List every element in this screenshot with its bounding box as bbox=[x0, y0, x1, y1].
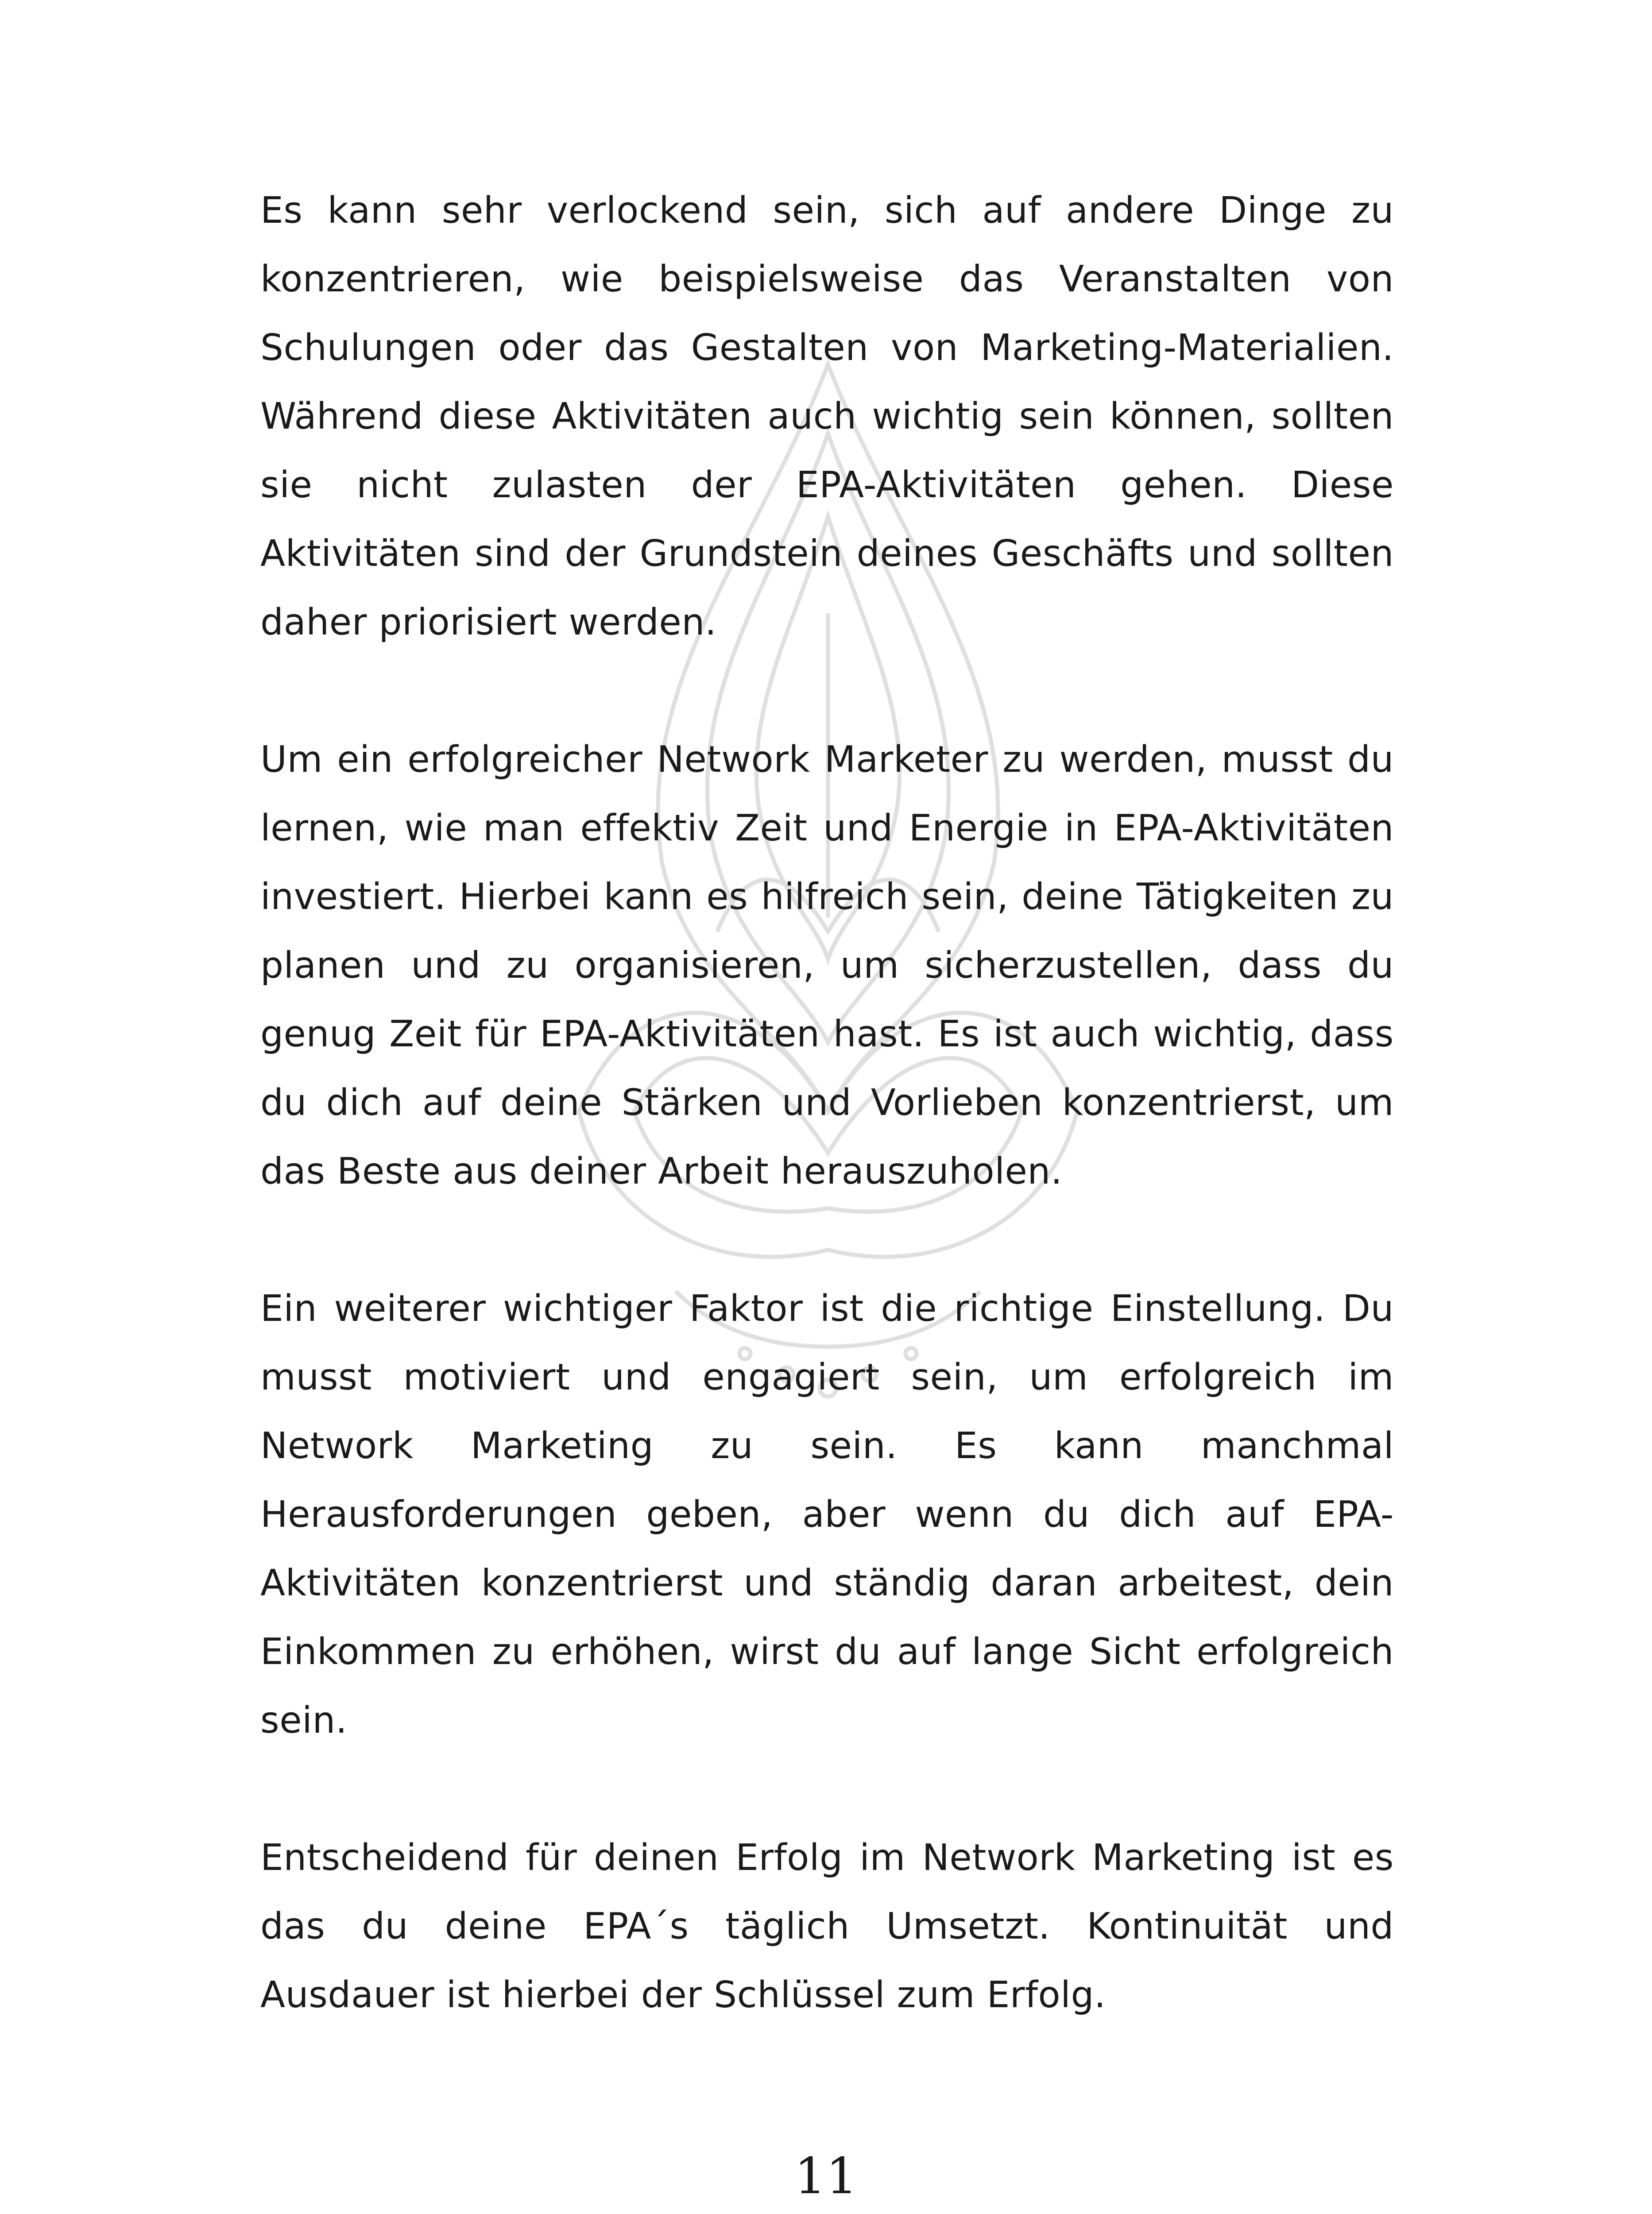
paragraph-2: Um ein erfolgreicher Network Marketer zu werden, musst du lernen, wie man effektiv Zeit und Energie in EPA-Aktivitäten investiert. Hierbei kann es hilfreich sein, deine Tätigkeiten zu planen und zu organisieren, um sicherzustellen, dass du genug Zeit für EPA-Aktivitäten hast. Es ist auch wichtig, dass du dich auf deine Stärken und Vorlieben konzentrierst, um das Beste aus deiner Arbeit herauszuholen. bbox=[260, 739, 1394, 1192]
paragraph-1: Es kann sehr verlockend sein, sich auf andere Dinge zu konzentrieren, wie beispielsweise das Veranstalten von Schulungen oder das Gestalten von Marketing-Materialien. Während diese Aktivitäten auch wichtig sein können, sollten sie nicht zulasten der EPA-Aktivitäten gehen. Diese Aktivitäten sind der Grundstein deines Geschäfts und sollten daher priorisiert werden. bbox=[260, 190, 1394, 643]
page-number: 11 bbox=[794, 2148, 858, 2205]
paragraph-3: Ein weiterer wichtiger Faktor ist die richtige Einstellung. Du musst motiviert und engagiert sein, um erfolgreich im Network Marketing zu sein. Es kann manchmal Herausforderungen geben, aber wenn du dich auf EPA-Aktivitäten konzentrierst und ständig daran arbeitest, dein Einkommen zu erhöhen, wirst du auf lange Sicht erfolgreich sein. bbox=[260, 1288, 1394, 1742]
paragraph-4: Entscheidend für deinen Erfolg im Network Marketing ist es das du deine EPA´s täglich Umsetzt. Kontinuität und Ausdauer ist hierbei der Schlüssel zum Erfolg. bbox=[260, 1837, 1394, 2016]
body-text bbox=[260, 176, 1394, 2098]
